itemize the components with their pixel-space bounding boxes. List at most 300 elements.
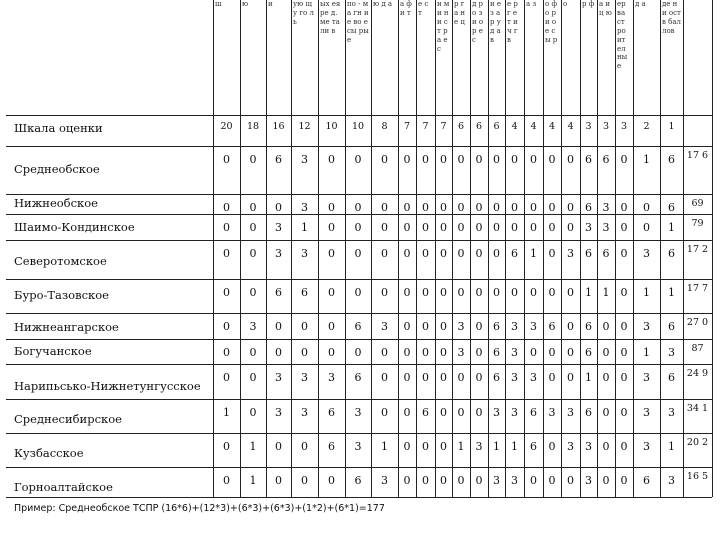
row-region-name: Шаимо-Кондинское bbox=[14, 220, 135, 234]
scale-value: 10 bbox=[351, 121, 365, 132]
table-cell: 0 bbox=[602, 320, 610, 333]
table-cell: 0 bbox=[354, 153, 362, 166]
header-column-text: а и ц ю bbox=[599, 0, 612, 17]
table-cell: 0 bbox=[422, 371, 429, 384]
table-cell: 3 bbox=[301, 153, 308, 166]
table-cell: 0 bbox=[381, 153, 388, 166]
table-cell: 6 bbox=[668, 371, 675, 384]
row-divider bbox=[6, 115, 712, 116]
table-cell: 0 bbox=[328, 153, 335, 166]
scale-value: 2 bbox=[643, 121, 650, 132]
table-cell: 3 bbox=[511, 474, 518, 487]
table-cell: 0 bbox=[249, 371, 257, 384]
table-cell: 6 bbox=[354, 474, 362, 487]
table-cell: 0 bbox=[530, 286, 537, 299]
table-cell: 0 bbox=[328, 474, 335, 487]
table-cell: 0 bbox=[354, 221, 362, 234]
scale-value: 12 bbox=[298, 121, 311, 132]
table-cell: 3 bbox=[493, 474, 500, 487]
table-cell: 0 bbox=[249, 221, 257, 234]
table-cell: 3 bbox=[275, 247, 282, 260]
table-cell: 0 bbox=[530, 221, 537, 234]
header-column-text: ер ва ст ро ит ел ны е bbox=[617, 0, 628, 71]
header-column-text: д р о з и о р е с bbox=[472, 0, 484, 44]
table-cell: 0 bbox=[422, 201, 429, 214]
table-cell: 3 bbox=[249, 320, 257, 333]
table-cell: 3 bbox=[643, 247, 650, 260]
table-cell: 0 bbox=[381, 247, 388, 260]
table-cell: 0 bbox=[530, 346, 537, 359]
table-cell: 0 bbox=[602, 440, 610, 453]
table-cell: 0 bbox=[403, 346, 411, 359]
table-cell: 0 bbox=[223, 247, 230, 260]
table-cell: 6 bbox=[301, 286, 308, 299]
table-cell: 0 bbox=[602, 371, 610, 384]
table-cell: 1 bbox=[249, 474, 257, 487]
table-cell: 6 bbox=[354, 371, 362, 384]
table-cell: 0 bbox=[328, 201, 335, 214]
row-total: 27 0 bbox=[686, 317, 709, 328]
table-cell: 0 bbox=[511, 286, 518, 299]
table-cell: 0 bbox=[475, 371, 483, 384]
table-cell: 0 bbox=[620, 247, 628, 260]
table-cell: 0 bbox=[275, 346, 282, 359]
header-column-text: и м и н и с т р а е с bbox=[437, 0, 450, 53]
scale-value: 20 bbox=[220, 121, 233, 132]
row-divider bbox=[6, 399, 712, 400]
table-cell: 0 bbox=[403, 201, 411, 214]
scale-value: 4 bbox=[530, 121, 537, 132]
table-cell: 6 bbox=[493, 346, 500, 359]
scale-value: 3 bbox=[585, 121, 592, 132]
table-cell: 0 bbox=[223, 474, 230, 487]
table-cell: 0 bbox=[275, 320, 282, 333]
table-cell: 3 bbox=[567, 406, 574, 419]
table-cell: 0 bbox=[422, 320, 429, 333]
table-cell: 3 bbox=[475, 440, 483, 453]
header-column-text: ых ея ре д. ме та ли в bbox=[320, 0, 341, 35]
table-cell: 0 bbox=[602, 474, 610, 487]
table-cell: 1 bbox=[643, 153, 650, 166]
table-cell: 3 bbox=[275, 221, 282, 234]
table-cell: 0 bbox=[301, 440, 308, 453]
row-total: 24 9 bbox=[686, 368, 709, 379]
column-divider bbox=[712, 0, 713, 497]
table-cell: 0 bbox=[530, 153, 537, 166]
table-cell: 0 bbox=[475, 406, 483, 419]
table-cell: 3 bbox=[602, 201, 610, 214]
table-cell: 0 bbox=[530, 201, 537, 214]
table-cell: 3 bbox=[493, 406, 500, 419]
table-cell: 6 bbox=[585, 153, 592, 166]
row-divider bbox=[6, 364, 712, 365]
table-cell: 6 bbox=[602, 247, 610, 260]
table-cell: 3 bbox=[602, 221, 610, 234]
header-column-text: е р г е т и ч г в bbox=[507, 0, 518, 44]
table-cell: 0 bbox=[440, 201, 447, 214]
table-cell: 0 bbox=[422, 440, 429, 453]
scale-value: 6 bbox=[493, 121, 500, 132]
table-cell: 0 bbox=[530, 474, 537, 487]
table-cell: 0 bbox=[301, 474, 308, 487]
table-cell: 0 bbox=[223, 371, 230, 384]
scale-value: 3 bbox=[620, 121, 628, 132]
table-cell: 6 bbox=[530, 406, 537, 419]
table-cell: 0 bbox=[475, 221, 483, 234]
table-cell: 0 bbox=[457, 474, 465, 487]
table-cell: 0 bbox=[381, 221, 388, 234]
table-cell: 0 bbox=[403, 440, 411, 453]
table-cell: 1 bbox=[381, 440, 388, 453]
table-cell: 0 bbox=[548, 221, 556, 234]
row-divider bbox=[6, 240, 712, 241]
table-cell: 0 bbox=[475, 201, 483, 214]
row-total: 79 bbox=[691, 218, 704, 229]
table-cell: 0 bbox=[457, 371, 465, 384]
table-cell: 0 bbox=[422, 247, 429, 260]
table-cell: 3 bbox=[511, 346, 518, 359]
table-cell: 6 bbox=[668, 153, 675, 166]
table-cell: 3 bbox=[354, 440, 362, 453]
table-cell: 0 bbox=[354, 201, 362, 214]
table-cell: 0 bbox=[457, 153, 465, 166]
header-column-text: о ф о р и о е с ы р bbox=[545, 0, 558, 44]
table-cell: 0 bbox=[328, 247, 335, 260]
table-cell: 0 bbox=[440, 153, 447, 166]
scale-value: 10 bbox=[325, 121, 338, 132]
table-cell: 6 bbox=[585, 406, 592, 419]
table-cell: 3 bbox=[301, 201, 308, 214]
table-cell: 0 bbox=[493, 286, 500, 299]
table-cell: 3 bbox=[511, 371, 518, 384]
table-cell: 6 bbox=[354, 320, 362, 333]
table-cell: 0 bbox=[620, 474, 628, 487]
scale-value: 7 bbox=[422, 121, 429, 132]
row-total: 17 2 bbox=[686, 244, 709, 255]
row-region-name: Буро-Тазовское bbox=[14, 288, 109, 302]
header-column-text: д а bbox=[635, 0, 646, 8]
scale-value: 6 bbox=[475, 121, 483, 132]
table-cell: 0 bbox=[643, 221, 650, 234]
scale-value: 7 bbox=[440, 121, 447, 132]
table-cell: 1 bbox=[493, 440, 500, 453]
table-cell: 0 bbox=[548, 346, 556, 359]
table-cell: 0 bbox=[422, 286, 429, 299]
row-total: 20 2 bbox=[686, 437, 709, 448]
header-column-text: о bbox=[563, 0, 568, 8]
row-total: 34 1 bbox=[686, 403, 709, 414]
table-cell: 3 bbox=[511, 406, 518, 419]
table-cell: 0 bbox=[403, 221, 411, 234]
scale-value: 4 bbox=[548, 121, 556, 132]
table-cell: 3 bbox=[643, 440, 650, 453]
table-cell: 0 bbox=[493, 201, 500, 214]
table-cell: 0 bbox=[328, 346, 335, 359]
table-cell: 3 bbox=[457, 346, 465, 359]
table-cell: 0 bbox=[223, 201, 230, 214]
table-cell: 0 bbox=[567, 286, 574, 299]
table-cell: 0 bbox=[354, 286, 362, 299]
table-cell: 6 bbox=[585, 247, 592, 260]
table-cell: 0 bbox=[620, 440, 628, 453]
scale-value: 4 bbox=[511, 121, 518, 132]
table-cell: 1 bbox=[668, 440, 675, 453]
table-cell: 6 bbox=[511, 247, 518, 260]
table-cell: 6 bbox=[275, 153, 282, 166]
table-cell: 0 bbox=[620, 371, 628, 384]
row-divider bbox=[6, 313, 712, 314]
table-cell: 6 bbox=[530, 440, 537, 453]
table-cell: 3 bbox=[301, 247, 308, 260]
table-cell: 0 bbox=[475, 153, 483, 166]
table-cell: 0 bbox=[457, 286, 465, 299]
row-total: 16 5 bbox=[686, 471, 709, 482]
header-column-text: ю д а bbox=[373, 0, 393, 8]
table-cell: 0 bbox=[620, 201, 628, 214]
header-column-text: ую щу го ль bbox=[293, 0, 314, 26]
table-cell: 0 bbox=[548, 371, 556, 384]
table-cell: 0 bbox=[567, 371, 574, 384]
table-cell: 0 bbox=[275, 201, 282, 214]
header-column-text: а ф и т bbox=[400, 0, 412, 17]
table-cell: 0 bbox=[440, 221, 447, 234]
table-cell: 3 bbox=[301, 371, 308, 384]
table-cell: 0 bbox=[440, 320, 447, 333]
table-cell: 1 bbox=[643, 286, 650, 299]
table-cell: 6 bbox=[668, 320, 675, 333]
scale-value: 1 bbox=[668, 121, 675, 132]
table-cell: 0 bbox=[381, 346, 388, 359]
table-cell: 0 bbox=[440, 406, 447, 419]
table-cell: 0 bbox=[403, 247, 411, 260]
table-cell: 6 bbox=[328, 440, 335, 453]
table-cell: 0 bbox=[301, 346, 308, 359]
table-cell: 3 bbox=[511, 320, 518, 333]
table-cell: 0 bbox=[457, 221, 465, 234]
table-cell: 0 bbox=[440, 346, 447, 359]
table-cell: 0 bbox=[475, 247, 483, 260]
table-cell: 3 bbox=[548, 406, 556, 419]
table-cell: 3 bbox=[643, 320, 650, 333]
table-cell: 0 bbox=[381, 371, 388, 384]
table-cell: 6 bbox=[493, 371, 500, 384]
table-cell: 0 bbox=[403, 286, 411, 299]
row-region-name: Богучанское bbox=[14, 344, 92, 358]
table-cell: 0 bbox=[249, 346, 257, 359]
table-cell: 1 bbox=[585, 286, 592, 299]
header-column-text: де ни ост в бал лов bbox=[662, 0, 681, 35]
row-region-name: Нарипьсько-Нижнетунгусское bbox=[14, 379, 201, 393]
table-cell: 0 bbox=[381, 406, 388, 419]
row-region-name: Среднеобское bbox=[14, 162, 100, 176]
row-region-name: Среднесибирское bbox=[14, 412, 122, 426]
table-cell: 0 bbox=[328, 320, 335, 333]
table-cell: 0 bbox=[567, 474, 574, 487]
scale-value: 8 bbox=[381, 121, 388, 132]
table-cell: 0 bbox=[548, 201, 556, 214]
row-region-name: Нижнеангарское bbox=[14, 320, 119, 334]
table-cell: 3 bbox=[275, 371, 282, 384]
table-cell: 3 bbox=[354, 406, 362, 419]
table-cell: 0 bbox=[457, 247, 465, 260]
table-cell: 0 bbox=[511, 221, 518, 234]
table-cell: 0 bbox=[567, 221, 574, 234]
header-column-text: ю bbox=[242, 0, 249, 8]
table-cell: 0 bbox=[403, 320, 411, 333]
table-cell: 0 bbox=[354, 346, 362, 359]
table-cell: 1 bbox=[668, 286, 675, 299]
table-cell: 1 bbox=[301, 221, 308, 234]
row-total: 17 7 bbox=[686, 283, 709, 294]
table-cell: 1 bbox=[511, 440, 518, 453]
row-divider bbox=[6, 146, 712, 147]
table-cell: 3 bbox=[585, 440, 592, 453]
table-cell: 3 bbox=[457, 320, 465, 333]
table-cell: 1 bbox=[223, 406, 230, 419]
table-cell: 0 bbox=[223, 221, 230, 234]
scale-value: 3 bbox=[602, 121, 610, 132]
header-column-text: е с т bbox=[418, 0, 429, 17]
row-divider bbox=[6, 467, 712, 468]
table-cell: 6 bbox=[328, 406, 335, 419]
table-cell: 3 bbox=[585, 221, 592, 234]
table-cell: 1 bbox=[668, 221, 675, 234]
scale-value: 18 bbox=[246, 121, 260, 132]
row-divider bbox=[6, 194, 712, 195]
table-cell: 0 bbox=[422, 221, 429, 234]
table-cell: 1 bbox=[643, 346, 650, 359]
row-total: 69 bbox=[691, 198, 704, 209]
table-cell: 3 bbox=[585, 474, 592, 487]
header-column-text: р ф bbox=[582, 0, 595, 8]
table-cell: 6 bbox=[493, 320, 500, 333]
table-cell: 0 bbox=[475, 320, 483, 333]
table-cell: 0 bbox=[493, 247, 500, 260]
table-cell: 3 bbox=[567, 440, 574, 453]
row-region-name: Северотомское bbox=[14, 254, 107, 268]
table-cell: 0 bbox=[381, 286, 388, 299]
table-cell: 0 bbox=[422, 153, 429, 166]
footnote: Пример: Среднеобское ТСПР (16*6)+(12*3)+(6*3)+(6*3)+(1*2)+(6*1)=177 bbox=[14, 503, 385, 514]
table-cell: 0 bbox=[381, 201, 388, 214]
table-cell: 3 bbox=[530, 371, 537, 384]
table-cell: 0 bbox=[548, 440, 556, 453]
table-cell: 0 bbox=[275, 474, 282, 487]
table-cell: 0 bbox=[643, 201, 650, 214]
table-cell: 1 bbox=[457, 440, 465, 453]
scale-value: 16 bbox=[272, 121, 285, 132]
table-cell: 3 bbox=[530, 320, 537, 333]
table-cell: 3 bbox=[381, 320, 388, 333]
table-cell: 3 bbox=[275, 406, 282, 419]
table-cell: 0 bbox=[475, 286, 483, 299]
table-cell: 3 bbox=[668, 346, 675, 359]
row-region-name: Горноалтайское bbox=[14, 480, 113, 494]
table-cell: 0 bbox=[223, 440, 230, 453]
table-cell: 0 bbox=[475, 346, 483, 359]
table-cell: 0 bbox=[567, 201, 574, 214]
table-cell: 0 bbox=[457, 201, 465, 214]
row-total: 17 6 bbox=[686, 150, 709, 161]
table-cell: 0 bbox=[620, 221, 628, 234]
table-cell: 0 bbox=[422, 474, 429, 487]
row-region-name: Нижнеобское bbox=[14, 196, 98, 210]
table-cell: 0 bbox=[223, 320, 230, 333]
table-cell: 3 bbox=[668, 474, 675, 487]
table-cell: 6 bbox=[275, 286, 282, 299]
table-cell: 0 bbox=[475, 474, 483, 487]
header-column-text: ш bbox=[215, 0, 222, 8]
table-cell: 0 bbox=[567, 320, 574, 333]
table-cell: 3 bbox=[381, 474, 388, 487]
table-cell: 0 bbox=[440, 371, 447, 384]
table-cell: 0 bbox=[620, 320, 628, 333]
table-cell: 0 bbox=[620, 406, 628, 419]
table-cell: 0 bbox=[249, 406, 257, 419]
table-cell: 0 bbox=[620, 286, 628, 299]
table-cell: 0 bbox=[440, 440, 447, 453]
table-cell: 0 bbox=[457, 406, 465, 419]
row-divider bbox=[6, 279, 712, 280]
table-cell: 0 bbox=[620, 153, 628, 166]
header-column-text: а з bbox=[526, 0, 537, 8]
table-cell: 3 bbox=[301, 406, 308, 419]
table-cell: 3 bbox=[668, 406, 675, 419]
table-cell: 0 bbox=[511, 201, 518, 214]
table-cell: 3 bbox=[567, 247, 574, 260]
table-cell: 1 bbox=[249, 440, 257, 453]
table-cell: 0 bbox=[249, 201, 257, 214]
row-divider bbox=[6, 433, 712, 434]
table-cell: 6 bbox=[585, 201, 592, 214]
table-cell: 0 bbox=[275, 440, 282, 453]
row-divider bbox=[6, 497, 712, 498]
table-cell: 1 bbox=[602, 286, 610, 299]
table-cell: 0 bbox=[223, 153, 230, 166]
table-cell: 0 bbox=[301, 320, 308, 333]
row-divider bbox=[6, 214, 712, 215]
table-cell: 0 bbox=[403, 153, 411, 166]
table-cell: 0 bbox=[249, 247, 257, 260]
table-cell: 0 bbox=[354, 247, 362, 260]
scale-value: 4 bbox=[567, 121, 574, 132]
table-cell: 6 bbox=[585, 320, 592, 333]
row-total: 87 bbox=[691, 343, 704, 354]
table-cell: 6 bbox=[668, 247, 675, 260]
table-cell: 1 bbox=[530, 247, 537, 260]
table-cell: 0 bbox=[440, 247, 447, 260]
table-cell: 0 bbox=[328, 286, 335, 299]
table-cell: 0 bbox=[567, 346, 574, 359]
header-column-text: и bbox=[268, 0, 273, 8]
table-cell: 3 bbox=[328, 371, 335, 384]
table-cell: 0 bbox=[223, 346, 230, 359]
table-cell: 6 bbox=[548, 320, 556, 333]
scale-label: Шкала оценки bbox=[14, 121, 103, 135]
table-cell: 0 bbox=[328, 221, 335, 234]
table-cell: 3 bbox=[643, 371, 650, 384]
table-cell: 0 bbox=[223, 286, 230, 299]
table-cell: 1 bbox=[585, 371, 592, 384]
table-cell: 6 bbox=[668, 201, 675, 214]
table-cell: 0 bbox=[620, 346, 628, 359]
table-cell: 0 bbox=[249, 286, 257, 299]
row-region-name: Кузбасское bbox=[14, 446, 84, 460]
table-cell: 0 bbox=[422, 346, 429, 359]
table-cell: 0 bbox=[548, 153, 556, 166]
table-cell: 6 bbox=[422, 406, 429, 419]
header-column-text: и е з а р у д а в bbox=[490, 0, 502, 44]
